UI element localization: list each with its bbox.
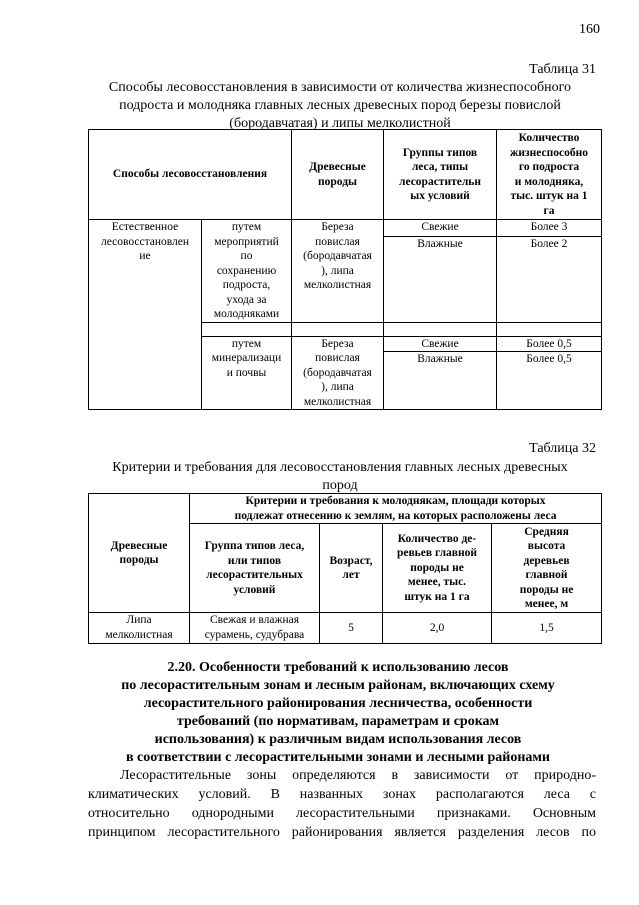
line: Группа типов леса,	[204, 540, 305, 552]
header-count	[497, 130, 602, 220]
table-31-label: Таблица 31	[529, 62, 596, 77]
empty-cell	[384, 367, 497, 410]
paragraph-line: климатических условий. В названных зонах располагаются леса с	[88, 787, 596, 802]
heading-line: в соответствии с лесорастительными зонами и лесными районами	[126, 750, 550, 765]
tree-count-cell: 2,0	[383, 613, 492, 644]
line: условий	[233, 583, 276, 596]
empty-cell	[384, 252, 497, 322]
line: подроста,	[222, 279, 271, 291]
line: подлежат отнесению к землям, на которых расположены леса	[234, 509, 557, 522]
line: ухода за	[226, 293, 267, 306]
heading-line: 2.20. Особенности требований к использованию лесов	[167, 660, 509, 675]
heading-line: по лесорастительным зонам и лесным районам, включающих схему	[121, 678, 555, 693]
species-cell	[292, 220, 384, 323]
line: Критерии и требования к молоднякам, площади которых	[245, 495, 546, 507]
header-criteria	[190, 494, 602, 524]
caption-line: подроста и молодняка главных лесных древесных пород березы повислой	[119, 98, 561, 113]
line: жизнеспособно	[510, 146, 588, 159]
line: менее, м	[524, 598, 569, 610]
line: Береза	[321, 221, 354, 233]
empty-cell	[497, 367, 602, 410]
line: путем	[231, 221, 262, 233]
header-methods: Способы лесовосстановления	[89, 130, 292, 220]
empty-cell	[497, 252, 602, 322]
empty-cell	[384, 322, 497, 336]
heading-line: лесорастительного районирования лесничества, особенности	[143, 696, 533, 711]
empty-cell	[202, 322, 292, 336]
line: породы не	[410, 561, 464, 574]
line: повислая	[315, 235, 360, 248]
species-cell	[292, 336, 384, 410]
line: мероприятий	[214, 235, 279, 248]
method-mineralization-cell	[202, 336, 292, 410]
line: Береза	[321, 337, 354, 350]
line: минерализаци	[211, 352, 282, 364]
table-32-caption	[60, 459, 620, 495]
header-age	[320, 524, 383, 613]
caption-line: Способы лесовосстановления в зависимости от количества жизнеспособного	[108, 80, 572, 95]
header-forest-type-groups	[384, 130, 497, 220]
header-tree-count	[383, 524, 492, 613]
table-31-caption	[60, 79, 620, 133]
condition-cell: Свежие	[384, 336, 497, 352]
line: ), липа	[321, 264, 354, 277]
line: лесорастительных	[206, 569, 303, 581]
line: мелколистная	[303, 279, 372, 291]
caption-line: Критерии и требования для лесовосстановления главных лесных древесных	[112, 460, 568, 475]
caption-line: пород	[322, 478, 358, 493]
forest-type-cell	[190, 613, 320, 644]
line: Липа	[126, 614, 152, 626]
line: Свежая и влажная	[210, 614, 299, 626]
line: и молодняка,	[514, 175, 584, 188]
page-number: 160	[579, 22, 600, 37]
line: породы не	[519, 583, 574, 596]
line: Количество	[518, 132, 580, 144]
body-paragraph	[88, 766, 596, 842]
line: лет	[342, 569, 360, 581]
line: го подроста	[518, 161, 580, 173]
condition-cell: Свежие	[384, 220, 497, 237]
line: высота	[527, 540, 566, 552]
paragraph-line: Лесорастительные зоны определяются в зависимости от природно-	[120, 768, 596, 783]
age-cell: 5	[320, 613, 383, 644]
line: (бородавчатая	[303, 366, 372, 379]
line: породы	[119, 554, 159, 566]
amount-cell: Более 0,5	[497, 336, 602, 352]
line: Средняя	[524, 525, 569, 538]
line: Группы типов	[402, 146, 478, 159]
line: сурамень, судубрава	[204, 628, 305, 641]
line: повислая	[315, 352, 360, 364]
species-cell	[89, 613, 190, 644]
condition-cell: Влажные	[384, 236, 497, 252]
line: ), липа	[321, 381, 354, 393]
amount-cell: Более 2	[497, 236, 602, 252]
line: га	[543, 204, 555, 217]
line: или типов	[227, 554, 282, 567]
line: штук на 1 га	[404, 590, 470, 603]
condition-cell: Влажные	[384, 352, 497, 367]
table-32	[88, 493, 602, 644]
line: ых условий	[410, 190, 470, 202]
line: породы	[318, 175, 357, 188]
empty-cell	[497, 322, 602, 336]
amount-cell: Более 3	[497, 220, 602, 237]
method-preservation-cell	[202, 220, 292, 323]
paragraph-line: принципом лесорастительного районирования является разделения лесов по	[88, 825, 596, 840]
section-heading	[88, 659, 588, 767]
line: путем	[231, 337, 262, 350]
line: мелколистная	[105, 628, 173, 641]
line: (бородавчатая	[303, 250, 372, 262]
natural-regeneration-cell	[89, 220, 202, 410]
line: Возраст,	[329, 554, 373, 567]
line: молодняками	[213, 308, 280, 320]
height-cell: 1,5	[492, 613, 602, 644]
table-31	[88, 129, 602, 410]
header-species	[292, 130, 384, 220]
line: менее, тыс.	[407, 576, 467, 589]
line: мелколистная	[303, 395, 372, 408]
line: леса, типы	[411, 161, 469, 173]
line: деревьев	[523, 554, 570, 567]
caption-line: (бородавчатая) и липы мелколистной	[229, 116, 451, 131]
amount-cell: Более 0,5	[497, 352, 602, 367]
line: Количество де-	[397, 532, 477, 545]
line: и почвы	[226, 366, 267, 379]
paragraph-line: относительно однородными лесорастительными признаками. Основным	[88, 806, 596, 821]
line: ие	[139, 250, 151, 262]
line: по	[240, 250, 253, 262]
line: сохранению	[216, 264, 277, 277]
line: лесорастительн	[399, 175, 481, 188]
header-species	[89, 494, 190, 613]
line: тыс. штук на 1	[510, 190, 588, 202]
heading-line: использования) к различным видам использования лесов	[154, 732, 522, 747]
line: Древесные	[309, 161, 366, 173]
heading-line: требований (по нормативам, параметрам и срокам	[176, 714, 500, 729]
table-32-label: Таблица 32	[529, 441, 596, 456]
header-height	[492, 524, 602, 613]
header-forest-type-group	[190, 524, 320, 613]
line: главной	[525, 569, 568, 581]
empty-cell	[292, 322, 384, 336]
line: Естественное	[111, 221, 179, 233]
line: Древесные	[110, 539, 168, 552]
line: лесовосстановлен	[100, 235, 190, 248]
line: ревьев главной	[396, 547, 478, 560]
